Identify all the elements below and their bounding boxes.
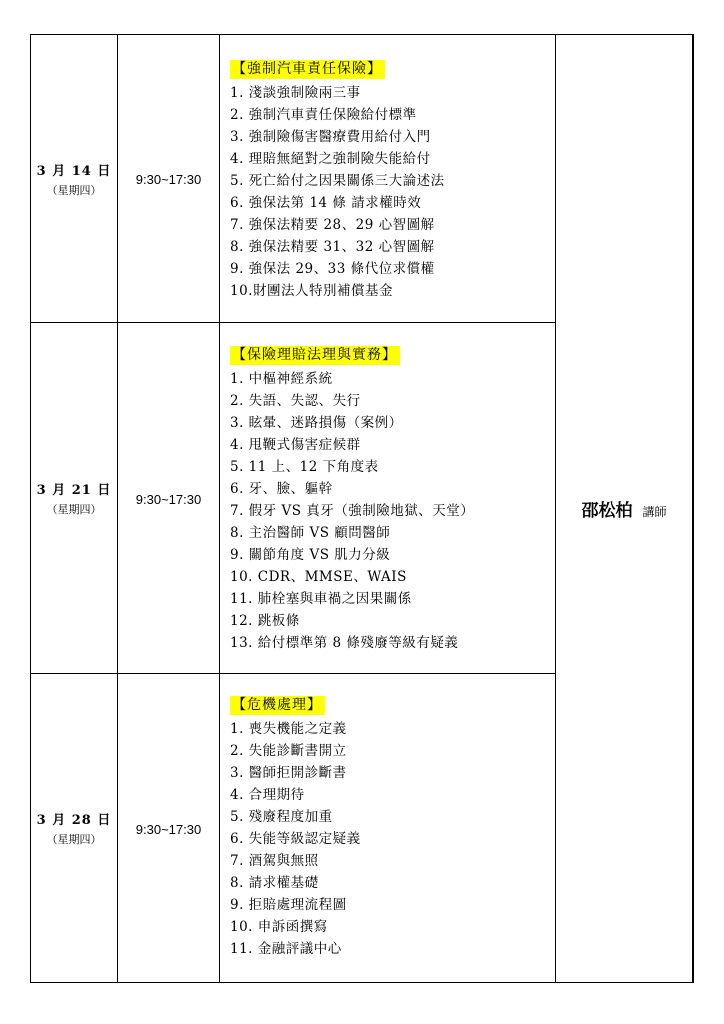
course-item: 8. 請求權基礎	[230, 875, 319, 891]
course-item: 4. 合理期待	[230, 787, 305, 803]
course-item: 5. 11 上、12 下角度表	[230, 459, 379, 475]
course-item: 6. 強保法第 14 條 請求權時效	[230, 195, 422, 211]
course-item: 5. 殘廢程度加重	[230, 809, 333, 825]
course-item: 2. 失能診斷書開立	[230, 743, 347, 759]
course-item: 11. 金融評議中心	[230, 941, 342, 957]
course-item: 1. 中樞神經系統	[230, 371, 333, 387]
schedule-row	[31, 35, 694, 323]
course-content	[220, 674, 555, 960]
course-content	[220, 35, 555, 302]
course-item: 9. 拒賠處理流程圖	[230, 897, 347, 913]
course-item: 4. 甩鞭式傷害症候群	[230, 437, 361, 453]
course-item-list	[230, 368, 555, 654]
course-item: 6. 失能等級認定疑義	[230, 831, 361, 847]
course-item: 7. 酒駕與無照	[230, 853, 319, 869]
time-label: 9:30~17:30	[135, 172, 202, 187]
date-label: 3 月 21 日	[36, 483, 112, 498]
date-cell	[31, 674, 118, 983]
course-item: 2. 失語、失認、失行	[230, 393, 361, 409]
teacher-cell	[556, 35, 694, 983]
time-label: 9:30~17:30	[135, 821, 202, 837]
content-cell	[220, 674, 556, 983]
teacher-name: 邵松柏	[581, 501, 633, 520]
course-item: 11. 肺栓塞與車禍之因果關係	[230, 591, 412, 607]
course-item: 8. 強保法精要 31、32 心智圖解	[230, 239, 435, 255]
course-item: 7. 假牙 VS 真牙（強制險地獄、天堂）	[230, 503, 475, 519]
course-item: 6. 牙、臉、軀幹	[230, 481, 333, 497]
course-item: 10.財團法人特別補償基金	[230, 283, 393, 299]
time-cell	[118, 323, 220, 674]
course-item: 3. 醫師拒開診斷書	[230, 765, 347, 781]
course-heading: 【保險理賠法理與實務】	[230, 346, 400, 365]
course-item: 5. 死亡給付之因果關係三大論述法	[230, 173, 445, 189]
weekday-label: （星期四）	[46, 503, 102, 516]
weekday-label: （星期四）	[46, 183, 102, 197]
time-label: 9:30~17:30	[135, 491, 202, 507]
course-item: 3. 強制險傷害醫療費用給付入門	[230, 129, 431, 145]
course-item: 8. 主治醫師 VS 顧問醫師	[230, 525, 391, 541]
date-cell	[31, 323, 118, 674]
course-item: 2. 強制汽車責任保險給付標準	[230, 107, 417, 123]
course-item: 7. 強保法精要 28、29 心智圖解	[230, 217, 435, 233]
date-cell	[31, 35, 118, 323]
course-item: 4. 理賠無絕對之強制險失能給付	[230, 151, 431, 167]
content-cell	[220, 323, 556, 674]
teacher-title: 講師	[642, 505, 667, 519]
course-item: 9. 關節角度 VS 肌力分級	[230, 547, 391, 563]
course-item: 10. 申訴函撰寫	[230, 919, 328, 935]
time-cell	[118, 35, 220, 323]
course-item-list	[230, 718, 555, 960]
course-heading: 【強制汽車責任保險】	[230, 60, 385, 79]
schedule-table	[30, 34, 694, 983]
weekday-label: （星期四）	[46, 833, 102, 846]
date-label: 3 月 28 日	[36, 813, 112, 828]
course-item: 9. 強保法 29、33 條代位求償權	[230, 261, 435, 277]
course-item: 3. 眩暈、迷路損傷（案例）	[230, 415, 403, 431]
course-item: 10. CDR、MMSE、WAIS	[230, 569, 407, 585]
course-heading: 【危機處理】	[230, 696, 325, 715]
content-cell	[220, 35, 556, 323]
course-item: 12. 跳板條	[230, 613, 300, 629]
course-content	[220, 323, 555, 654]
course-item: 1. 喪失機能之定義	[230, 721, 347, 737]
date-label: 3 月 14 日	[36, 163, 112, 179]
course-item-list	[230, 82, 555, 302]
time-cell	[118, 674, 220, 983]
course-item: 1. 淺談強制險兩三事	[230, 85, 361, 101]
course-item: 13. 給付標準第 8 條殘廢等級有疑義	[230, 635, 459, 651]
